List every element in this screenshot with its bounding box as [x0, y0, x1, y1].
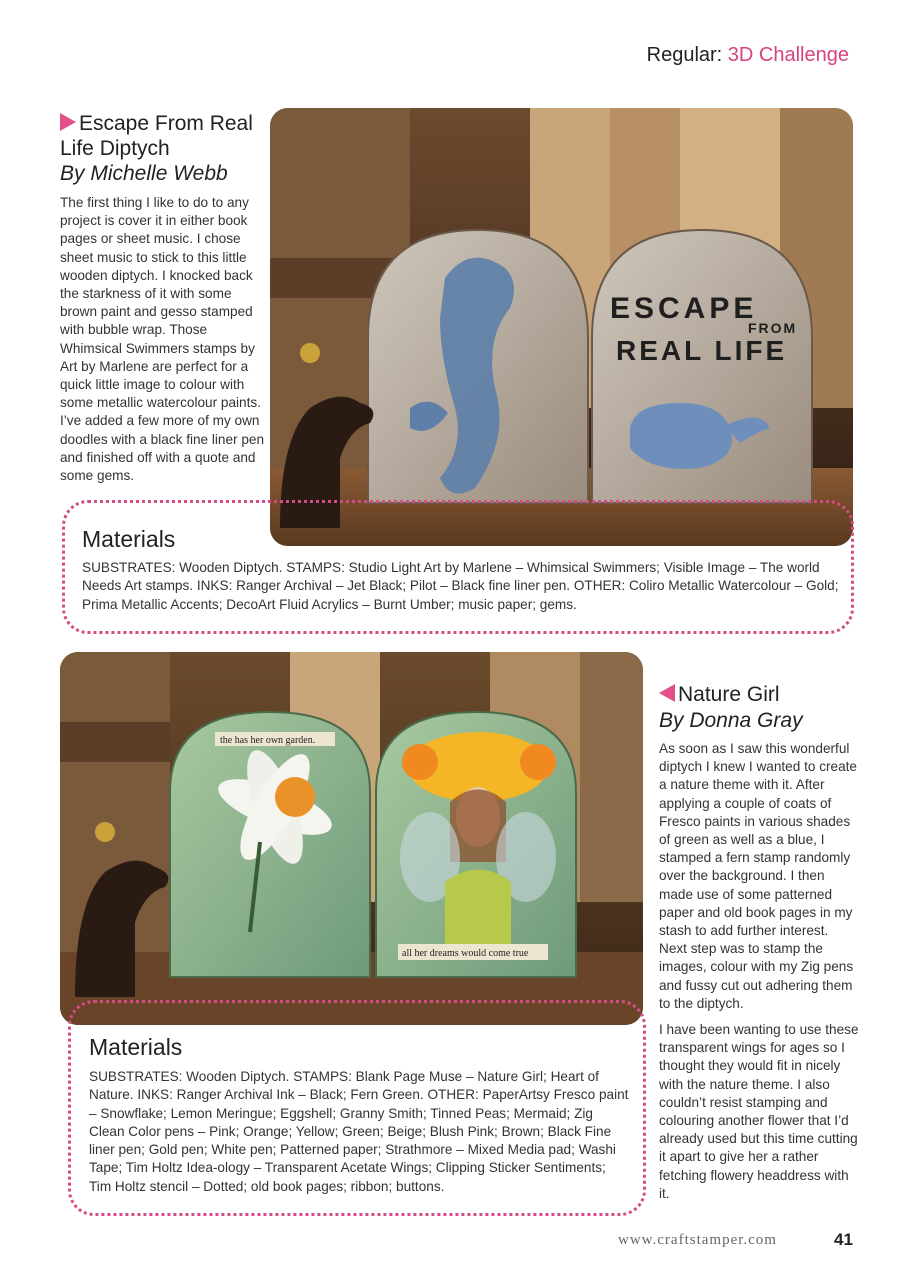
materials-list-1: SUBSTRATES: Wooden Diptych. STAMPS: Studio Light Art by Marlene – Whimsical Swimmers; Visible Image – The world Needs Art stamps. INKS: Ranger Archival – Jet Black; Pilot – Black fine liner pen. OTHER: Coliro Metallic Watercolour – Gold; Prima Metallic Accents; DecoArt Fluid Acrylics – Burnt Umber; music paper; gems.	[82, 560, 839, 612]
photo-text-from: FROM	[748, 320, 798, 336]
article2-photo	[60, 652, 643, 1025]
triangle-right-icon	[60, 113, 76, 131]
footer-url: www.craftstamper.com	[618, 1232, 777, 1248]
page-number: 41	[834, 1230, 853, 1249]
article1-title: Escape From Real Life Diptych	[60, 112, 253, 160]
article1-heading	[60, 111, 270, 186]
photo-text-escape: ESCAPE	[610, 292, 758, 325]
photo-text-dreams: all her dreams would come true	[402, 948, 529, 959]
materials-title-2: Materials	[89, 1034, 183, 1060]
photo-text-real-life: REAL LIFE	[616, 335, 788, 366]
diptych-escape-image	[270, 108, 853, 546]
article2-paragraph-2: I have been wanting to use these transparent wings for ages so I thought they would fit in nicely with the nature theme. I also couldn’t resist stamping and colouring another flower that I’d already used but this time cutting it apart to give her a rather fetching flowery headdress with it.	[659, 1022, 859, 1201]
article2-title: Nature Girl	[678, 683, 780, 706]
section-topic: 3D Challenge	[727, 44, 849, 66]
article2-byline: By Donna Gray	[659, 709, 803, 732]
article2-body	[659, 740, 859, 1211]
photo-text-garden: the has her own garden.	[220, 735, 316, 746]
article2-heading	[659, 682, 869, 734]
materials-title-1: Materials	[82, 526, 176, 552]
article2-paragraph-1: As soon as I saw this wonderful diptych I knew I wanted to create a nature theme with it. After applying a couple of coats of Fresco paints in various shades of green as well as a blue, I stamped a fern stamp randomly over the background. I then made use of some patterned paper and old book pages in my stash to add further interest. Next step was to stamp the images, colour with my Zig pens and fussy cut out adhering them to the diptych.	[659, 741, 857, 1011]
triangle-left-icon	[659, 684, 675, 702]
section-label: Regular:	[646, 44, 723, 66]
article1-body: The first thing I like to do to any project is cover it in either book pages or sheet music. I chose sheet music to stick to this little wooden diptych. I knocked back the starkness of it with some brown paint and gesso stamped with bubble wrap. Those Whimsical Swimmers stamps by Art by Marlene are perfect for a quick little image to colour with some metallic watercolour paints. I’ve added a few more of my own doodles with a black fine liner pen and finished off with a quote and some gems.	[60, 195, 265, 484]
materials-list-2: SUBSTRATES: Wooden Diptych. STAMPS: Blank Page Muse – Nature Girl; Heart of Nature. INKS: Ranger Archival Ink – Black; Fern Green. OTHER: PaperArtsy Fresco paint – Snowflake; Lemon Meringue; Eggshell; Granny Smith; Tinned Peas; Mermaid; Zig Clean Color pens – Pink; Orange; Yellow; Green; Beige; Blush Pink; Brown; Black Fine liner pen; Gold pen; White pen; Patterned paper; Strathmore – Mixed Media pad; Washi Tape; Tim Holtz Idea-ology – Transparent Acetate Wings; Clipping Sticker Sentiments; Tim Holtz stencil – Dotted; old book pages; ribbon; buttons.	[89, 1069, 629, 1194]
section-header	[647, 44, 849, 67]
diptych-nature-girl-image	[60, 652, 643, 1025]
article1-photo	[270, 108, 853, 546]
article1-byline: By Michelle Webb	[60, 162, 228, 185]
